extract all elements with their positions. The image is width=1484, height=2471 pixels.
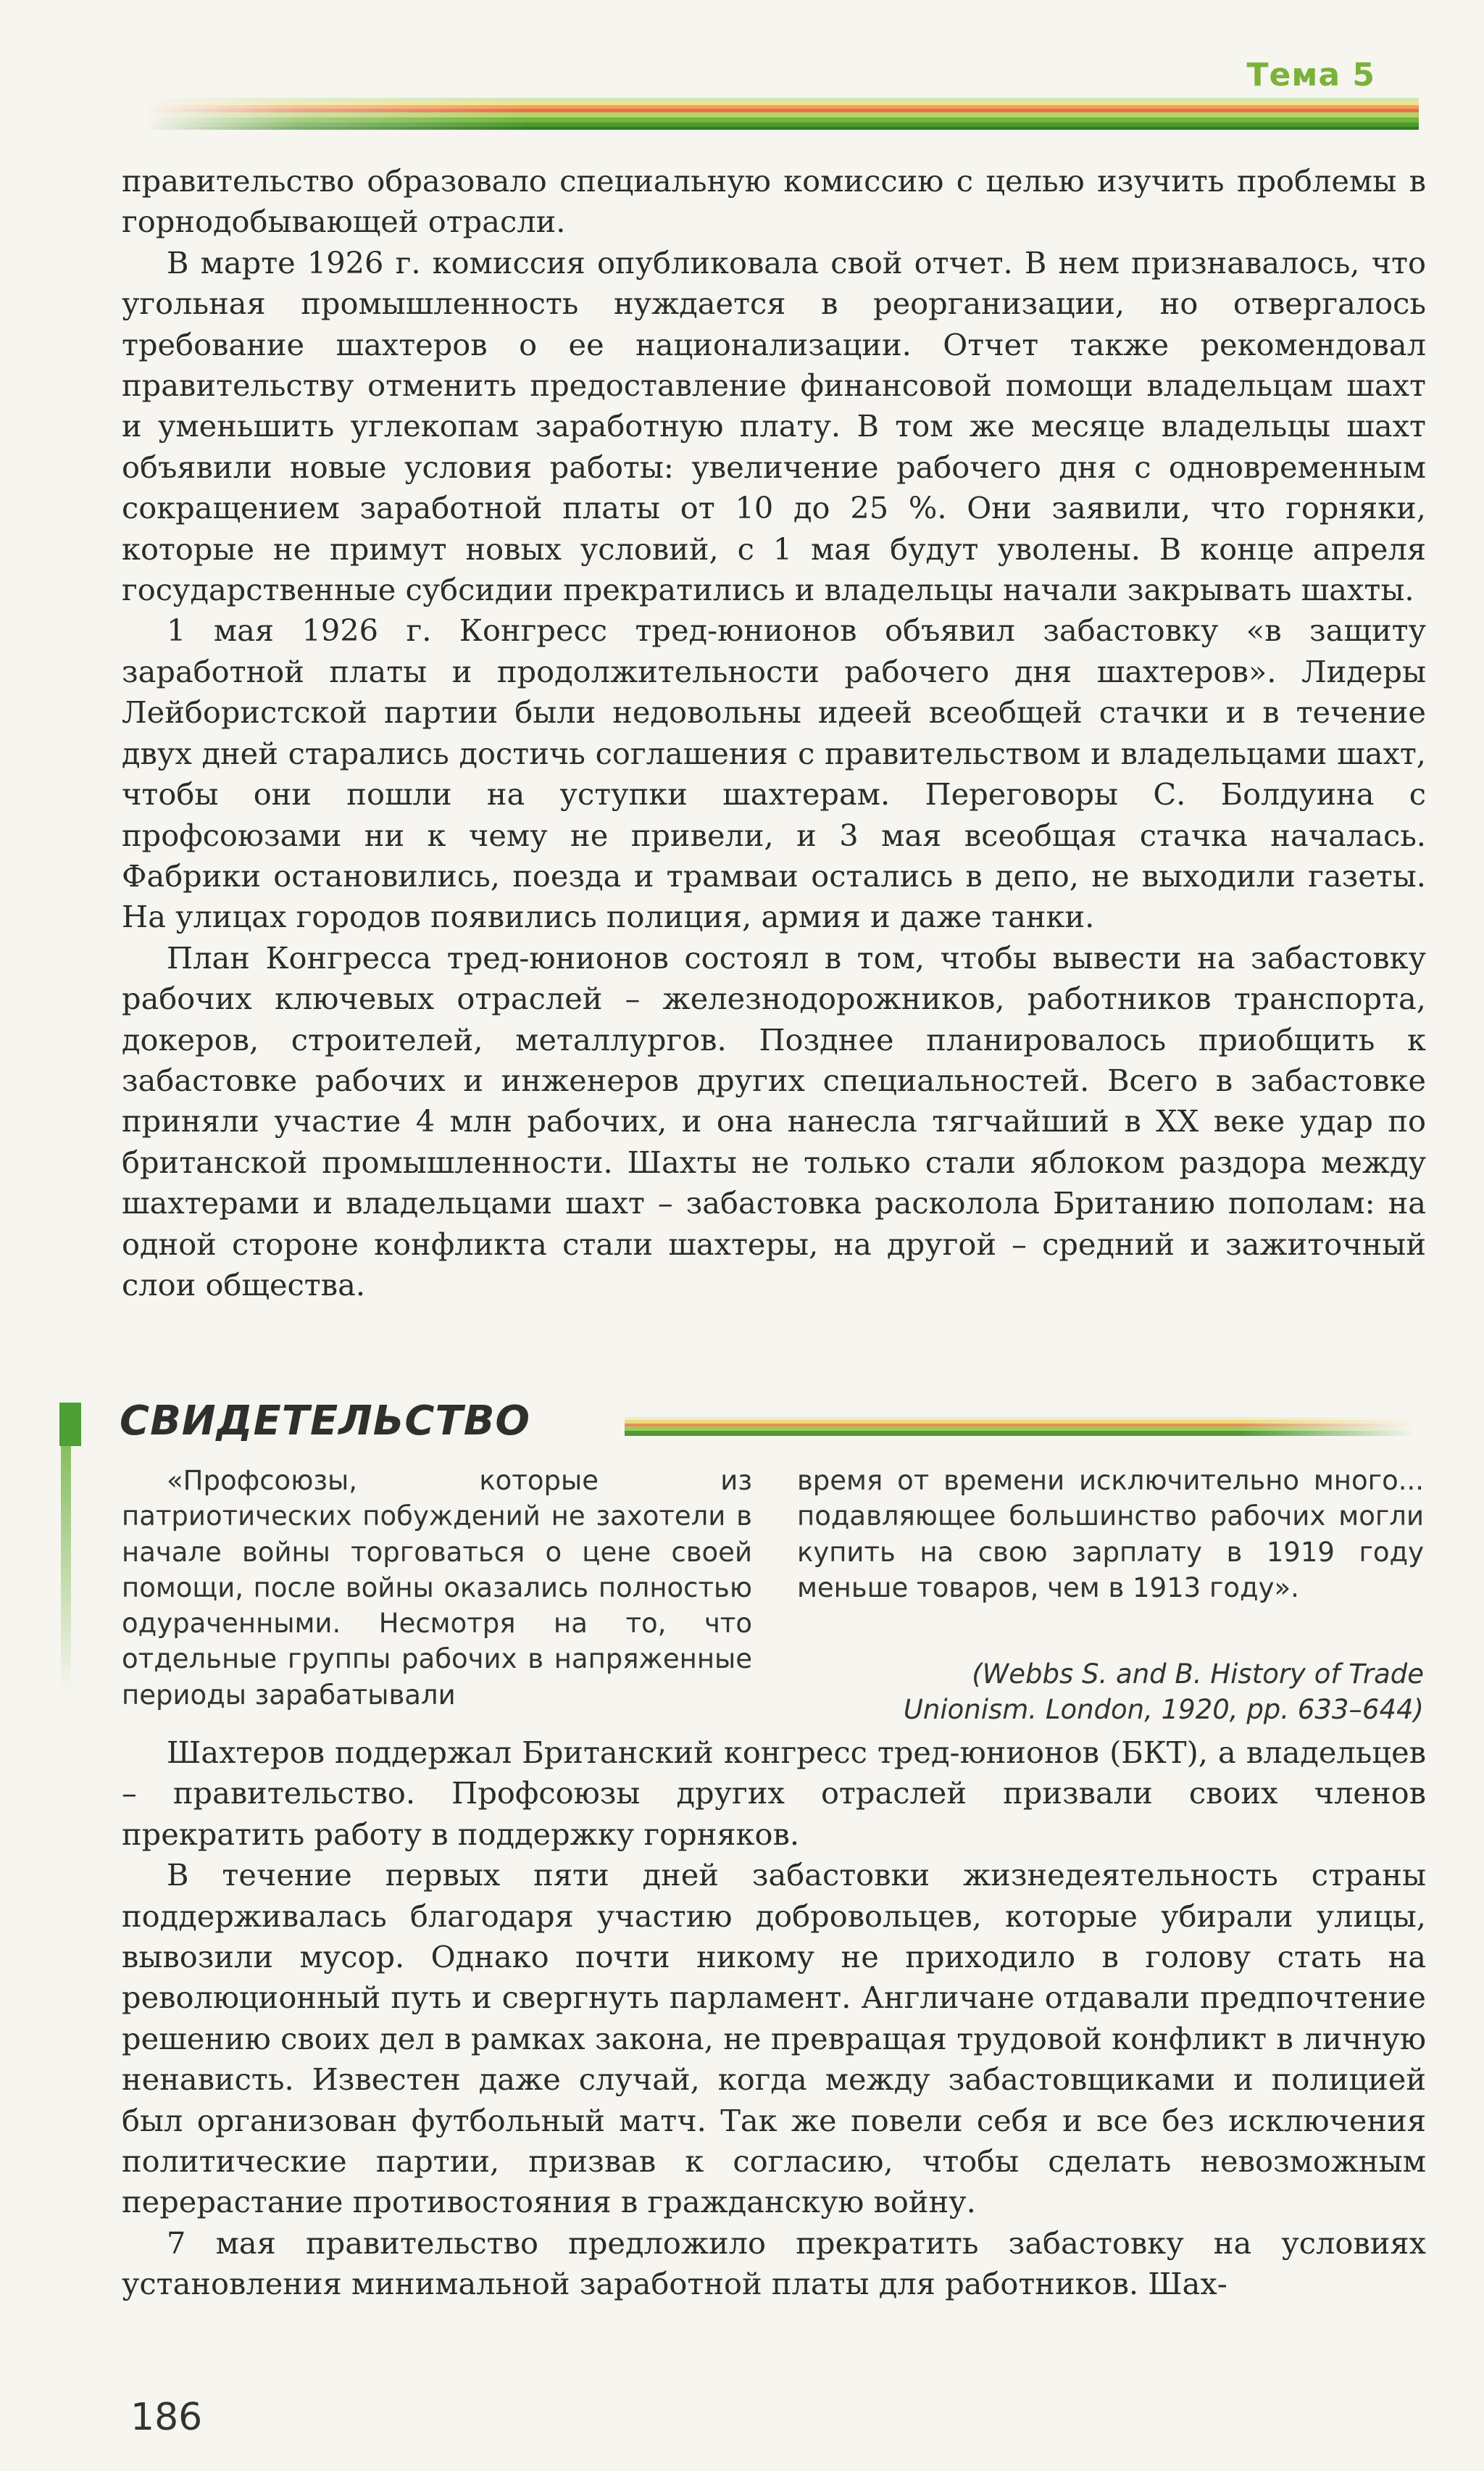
sidebar-quote-text: время от времени исключительно много... подавляющее большинство рабочих могли купить на свою зарплату в 1919 году меньше товаров, чем в 1913 году». bbox=[797, 1465, 1424, 1603]
header-decorative-band bbox=[145, 98, 1419, 130]
sidebar-quote-column-1 bbox=[122, 1463, 752, 1713]
body-text-block-1 bbox=[122, 161, 1426, 1305]
sidebar-accent-bar bbox=[59, 1403, 81, 1446]
sidebar-accent-tail bbox=[61, 1446, 71, 1693]
source-line: (Webbs S. and B. History of Trade bbox=[972, 1658, 1424, 1690]
paragraph: Шахтеров поддержал Британский конгресс тред-юнионов (БКТ), а владельцев – правительство. Профсоюзы других отраслей призвали своих членов прекратить работу в поддержку горняков. bbox=[122, 1735, 1426, 1852]
body-text-block-2 bbox=[122, 1732, 1426, 2305]
paragraph: 1 мая 1926 г. Конгресс тред-юнионов объявил забастовку «в защиту заработной платы и продолжительности рабочего дня шахтеров». Лидеры Лейбористской партии были недовольны идеей всеобщей стачки и в течение двух дней старались достичь соглашения с правительством и владельцами шахт, чтобы они пошли на уступки шахтерам. Переговоры С. Болдуина с профсоюзами ни к чему не привели, и 3 мая всеобщая стачка началась. Фабрики остановились, поезда и трамваи остались в депо, не выходили газеты. На улицах городов появились полиция, армия и даже танки. bbox=[122, 612, 1426, 935]
sidebar-quote-text: «Профсоюзы, которые из патриотических побуждений не захотели в начале войны торговаться о цене своей помощи, после войны оказались полностью одураченными. Несмотря на то, что отдельные группы рабочих в напряженные периоды зарабатывали bbox=[122, 1465, 752, 1711]
paragraph: В марте 1926 г. комиссия опубликовала свой отчет. В нем признавалось, что угольная промышленность нуждается в реорганизации, но отвергалось требование шахтеров о ее национализации. Отчет также рекомендовал правительству отменить предоставление финансовой помощи владельцам шахт и уменьшить углекопам заработную плату. В том же месяце владельцы шахт объявили новые условия работы: увеличение рабочего дня с одновременным сокращением заработной платы от 10 до 25 %. Они заявили, что горняки, которые не примут новых условий, с 1 мая будут уволены. В конце апреля государственные субсидии прекратились и владельцы начали закрывать шахты. bbox=[122, 244, 1426, 608]
paragraph: 7 мая правительство предложило прекратить забастовку на условиях установления минимальной заработной платы для работников. Шах- bbox=[122, 2225, 1426, 2302]
sidebar-decorative-band bbox=[625, 1417, 1414, 1436]
paragraph: В течение первых пяти дней забастовки жизнедеятельность страны поддерживалась благодаря участию добровольцев, которые убирали улицы, вывозили мусор. Однако почти никому не приходило в голову стать на революционный путь и свергнуть парламент. Англичане отдавали предпочтение решению своих дел в рамках закона, не превращая трудовой конфликт в личную ненависть. Известен даже случай, когда между забастовщиками и полицией был организован футбольный матч. Так же повели себя и все без исключения политические партии, призвав к согласию, чтобы сделать невозможным перерастание противостояния в гражданскую войну. bbox=[122, 1857, 1426, 2220]
source-line: Unionism. London, 1920, pp. 633–644) bbox=[903, 1694, 1424, 1726]
sidebar-source-citation bbox=[797, 1656, 1424, 1728]
paragraph: правительство образовало специальную комиссию с целью изучить проблемы в горнодобывающей отрасли. bbox=[122, 163, 1426, 240]
sidebar-quote-column-2 bbox=[797, 1463, 1424, 1606]
topic-label: Тема 5 bbox=[1246, 57, 1375, 94]
page-number: 186 bbox=[130, 2396, 203, 2439]
sidebar-title: СВИДЕТЕЛЬСТВО bbox=[120, 1398, 531, 1445]
paragraph: План Конгресса тред-юнионов состоял в том, чтобы вывести на забастовку рабочих ключевых отраслей – железнодорожников, работников транспорта, докеров, строителей, металлургов. Позднее планировалось приобщить к забастовке рабочих и инженеров других специальностей. Всего в забастовке приняли участие 4 млн рабочих, и она нанесла тягчайший в XX веке удар по британской промышленности. Шахты не только стали яблоком раздора между шахтерами и владельцами шахт – забастовка расколола Британию пополам: на одной стороне конфликта стали шахтеры, на другой – средний и зажиточный слои общества. bbox=[122, 939, 1426, 1303]
